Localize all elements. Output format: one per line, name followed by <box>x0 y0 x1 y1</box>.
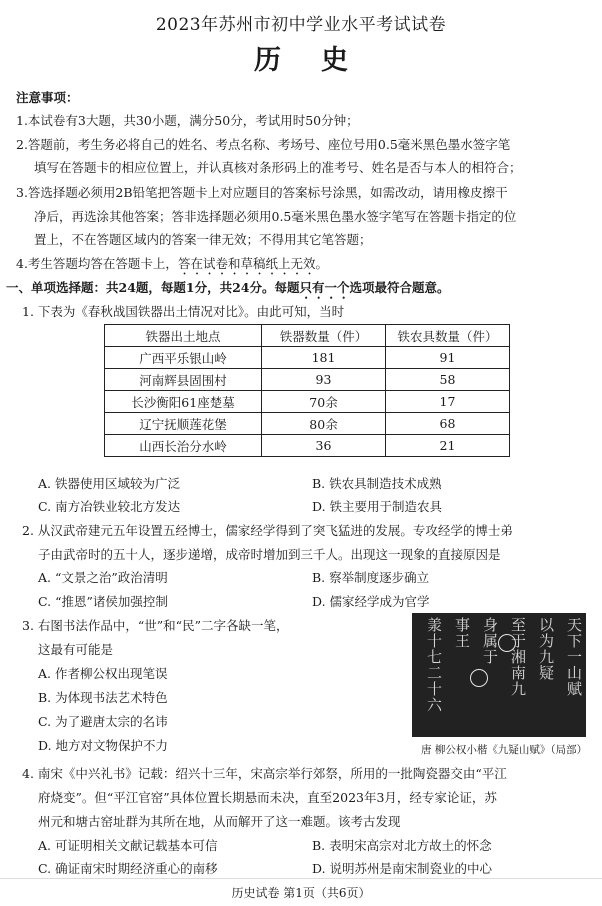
q1-option-b: B. 铁农具制造技术成熟 <box>312 476 442 491</box>
table-cell: 70余 <box>262 391 386 413</box>
circle-mark-icon <box>498 634 516 652</box>
table-cell: 山西长治分水岭 <box>105 435 262 457</box>
table-header-row <box>105 325 510 347</box>
q3-option-c: C. 为了避唐太宗的名讳 <box>38 714 168 729</box>
q2-option-a: A. “文景之治”政治清明 <box>38 570 168 585</box>
subject-title: 历史 <box>254 45 388 76</box>
section-heading-c: 选项最符合题意。 <box>349 280 450 295</box>
table-cell: 181 <box>262 347 386 369</box>
q2-option-c: C. “推恩”诸侯加强控制 <box>38 594 168 609</box>
table-cell: 17 <box>386 391 510 413</box>
page-footer: 历史试卷 第1页（共6页） <box>231 886 371 900</box>
q4-stem-1: 4. 南宋《中兴礼书》记载：绍兴十三年，宋高宗举行郊祭，所用的一批陶瓷器交由“平江 <box>22 766 507 781</box>
q3-option-d: D. 地方对文物保护不力 <box>38 738 169 753</box>
circle-mark-icon <box>470 669 488 687</box>
q3-option-a: A. 作者柳公权出现笔误 <box>38 666 168 681</box>
table-cell: 58 <box>386 369 510 391</box>
iron-table <box>104 324 510 457</box>
note-2: 2.答题前，考生务必将自己的姓名、考点名称、考场号、座位号用0.5毫米黑色墨水签字笔 <box>16 137 511 152</box>
q1-option-d: D. 铁主要用于制造农具 <box>312 499 443 514</box>
q2-option-b: B. 察举制度逐步确立 <box>312 570 430 585</box>
table-cell: 68 <box>386 413 510 435</box>
table-header: 铁器数量（件） <box>262 325 386 347</box>
table-header: 铁农具数量（件） <box>386 325 510 347</box>
q3-option-b: B. 为体现书法艺术特色 <box>38 690 168 705</box>
section-heading-b: 只有一个 <box>299 280 350 295</box>
table-row <box>105 369 510 391</box>
table-cell: 93 <box>262 369 386 391</box>
note-1: 1.本试卷有3大题，共30小题，满分50分，考试用时50分钟； <box>16 113 359 128</box>
q1-option-c: C. 南方冶铁业较北方发达 <box>38 499 181 514</box>
calligraphy-column: 天下一山赋 <box>565 617 583 697</box>
note-2-cont: 填写在答题卡的相应位置上，并认真核对条形码上的准考号、姓名是否与本人的相符合； <box>34 160 522 175</box>
table-cell: 河南辉县固围村 <box>105 369 262 391</box>
calligraphy-column: 身属于 <box>481 617 499 665</box>
exam-title: 2023年苏州市初中学业水平考试试卷 <box>155 15 447 35</box>
q4-option-c: C. 确证南宋时期经济重心的南移 <box>38 861 218 876</box>
notes-heading: 注意事项： <box>16 90 79 105</box>
calligraphy-caption: 唐 柳公权小楷《九疑山赋》（局部） <box>421 744 588 756</box>
note-4 <box>16 254 328 278</box>
footer-divider <box>0 878 602 879</box>
table-row <box>105 347 510 369</box>
table-header: 铁器出土地点 <box>105 325 262 347</box>
q2-stem-1: 2. 从汉武帝建元五年设置五经博士，儒家经学得到了突飞猛进的发展。专攻经学的博士弟 <box>22 523 513 538</box>
q1-stem: 1. 下表为《春秋战国铁器出土情况对比》。由此可知，当时 <box>22 304 345 319</box>
table-row <box>105 413 510 435</box>
q3-stem-1: 3. 右图书法作品中，“世”和“民”二字各缺一笔， <box>22 618 289 633</box>
calligraphy-image <box>412 613 586 737</box>
q2-option-d: D. 儒家经学成为官学 <box>312 594 430 609</box>
table-cell: 辽宁抚顺莲花堡 <box>105 413 262 435</box>
note-3-cont: 净后，再选涂其他答案；答非选择题必须用0.5毫米黑色墨水签字笔写在答题卡指定的位 <box>34 209 517 224</box>
q4-stem-2: 府烧变”。但“平江官窑”具体位置长期悬而未决，直至2023年3月，经专家论证，苏 <box>38 790 497 805</box>
note-4-a: 4.考生答题均答在答题卡上， <box>16 256 178 271</box>
table-cell: 广西平乐银山岭 <box>105 347 262 369</box>
table-cell: 36 <box>262 435 386 457</box>
section-heading-a: 一、单项选择题：共24题，每题1分，共24分。每题 <box>6 280 300 295</box>
q4-option-d: D. 说明苏州是南宋制瓷业的中心 <box>312 861 493 876</box>
section-heading <box>6 278 450 302</box>
q1-option-a: A. 铁器使用区域较为广泛 <box>38 476 180 491</box>
calligraphy-column: 羕十七二十六 <box>425 617 443 713</box>
q3-stem-2: 这最有可能是 <box>38 642 114 657</box>
table-cell: 80余 <box>262 413 386 435</box>
table-cell: 长沙衡阳61座楚墓 <box>105 391 262 413</box>
note-3: 3.答选择题必须用2B铅笔把答题卡上对应题目的答案标号涂黑，如需改动，请用橡皮擦干 <box>16 185 508 200</box>
q4-option-b: B. 表明宋高宗对北方故土的怀念 <box>312 838 492 853</box>
q4-stem-3: 州元和塘古窑址群为其所在地，从而解开了这一难题。该考古发现 <box>38 814 401 829</box>
note-3-cont2: 置上，不在答题区域内的答案一律无效；不得用其它笔答题； <box>34 232 372 247</box>
calligraphy-column: 事王 <box>453 617 471 649</box>
calligraphy-column: 以为九疑 <box>537 617 555 681</box>
table-cell: 91 <box>386 347 510 369</box>
table-cell: 21 <box>386 435 510 457</box>
q4-option-a: A. 可证明相关文献记载基本可信 <box>38 838 218 853</box>
table-row <box>105 391 510 413</box>
calligraphy-column: 至于湘南九 <box>509 617 527 697</box>
table-row <box>105 435 510 457</box>
note-4-b: 答在试卷和草稿纸上无效。 <box>177 256 328 271</box>
q2-stem-2: 子由武帝时的五十人，逐步递增，成帝时增加到三千人。出现这一现象的直接原因是 <box>38 547 501 562</box>
